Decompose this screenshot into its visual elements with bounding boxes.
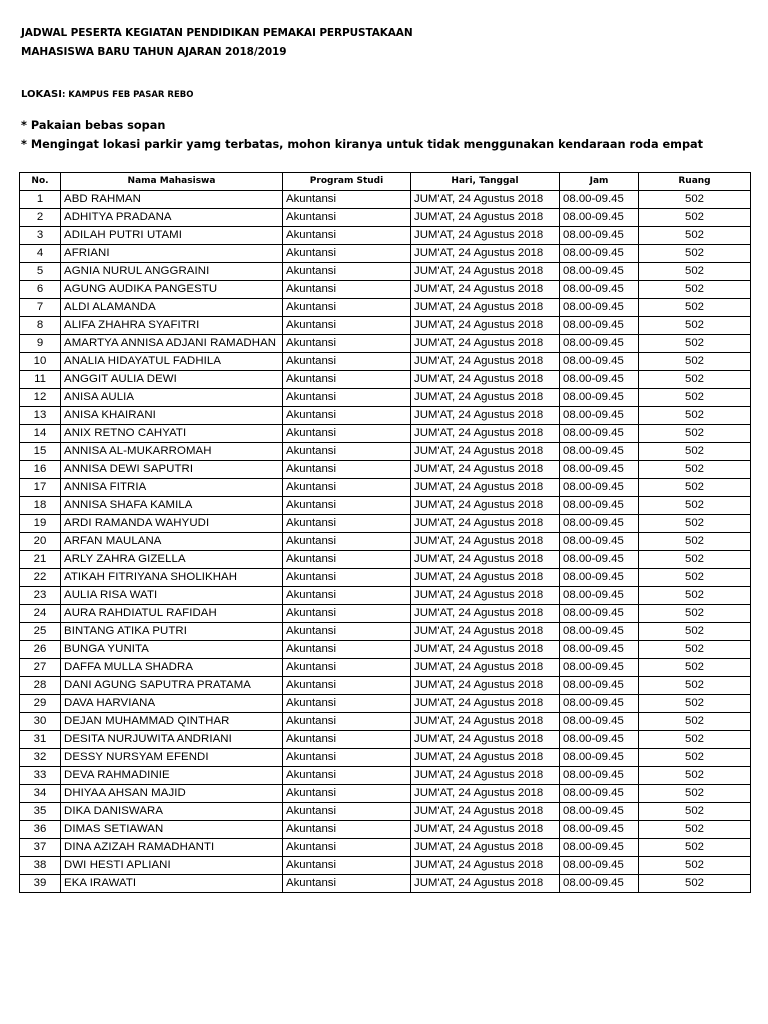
day-date-cell: JUM'AT, 24 Agustus 2018 [411, 299, 560, 317]
row-number-cell: 33 [20, 767, 61, 785]
row-number-cell: 7 [20, 299, 61, 317]
day-date-cell: JUM'AT, 24 Agustus 2018 [411, 677, 560, 695]
student-name-cell: AURA RAHDIATUL RAFIDAH [61, 605, 283, 623]
table-row [20, 587, 751, 605]
row-number-cell: 29 [20, 695, 61, 713]
row-number-cell: 21 [20, 551, 61, 569]
student-name-cell: EKA IRAWATI [61, 875, 283, 893]
study-program-cell: Akuntansi [283, 677, 411, 695]
student-name-cell: ARFAN MAULANA [61, 533, 283, 551]
room-cell: 502 [639, 335, 751, 353]
day-date-cell: JUM'AT, 24 Agustus 2018 [411, 191, 560, 209]
time-cell: 08.00-09.45 [560, 551, 639, 569]
student-name-cell: DIKA DANISWARA [61, 803, 283, 821]
time-cell: 08.00-09.45 [560, 425, 639, 443]
time-cell: 08.00-09.45 [560, 623, 639, 641]
table-row [20, 641, 751, 659]
time-cell: 08.00-09.45 [560, 299, 639, 317]
row-number-cell: 1 [20, 191, 61, 209]
study-program-cell: Akuntansi [283, 263, 411, 281]
table-header-row [20, 173, 751, 191]
table-row [20, 839, 751, 857]
table-row [20, 551, 751, 569]
room-cell: 502 [639, 263, 751, 281]
student-name-cell: ANALIA HIDAYATUL FADHILA [61, 353, 283, 371]
row-number-cell: 34 [20, 785, 61, 803]
study-program-cell: Akuntansi [283, 479, 411, 497]
day-date-cell: JUM'AT, 24 Agustus 2018 [411, 659, 560, 677]
student-name-cell: DESSY NURSYAM EFENDI [61, 749, 283, 767]
study-program-cell: Akuntansi [283, 695, 411, 713]
study-program-cell: Akuntansi [283, 857, 411, 875]
column-header-hari-tanggal: Hari, Tanggal [411, 173, 560, 191]
room-cell: 502 [639, 569, 751, 587]
student-name-cell: ABD RAHMAN [61, 191, 283, 209]
time-cell: 08.00-09.45 [560, 731, 639, 749]
room-cell: 502 [639, 497, 751, 515]
row-number-cell: 11 [20, 371, 61, 389]
student-name-cell: ADHITYA PRADANA [61, 209, 283, 227]
time-cell: 08.00-09.45 [560, 407, 639, 425]
day-date-cell: JUM'AT, 24 Agustus 2018 [411, 443, 560, 461]
day-date-cell: JUM'AT, 24 Agustus 2018 [411, 857, 560, 875]
student-name-cell: ANISA KHAIRANI [61, 407, 283, 425]
student-name-cell: AGNIA NURUL ANGGRAINI [61, 263, 283, 281]
row-number-cell: 9 [20, 335, 61, 353]
table-row [20, 227, 751, 245]
day-date-cell: JUM'AT, 24 Agustus 2018 [411, 371, 560, 389]
room-cell: 502 [639, 875, 751, 893]
row-number-cell: 28 [20, 677, 61, 695]
time-cell: 08.00-09.45 [560, 857, 639, 875]
study-program-cell: Akuntansi [283, 821, 411, 839]
time-cell: 08.00-09.45 [560, 839, 639, 857]
row-number-cell: 8 [20, 317, 61, 335]
student-name-cell: ALDI ALAMANDA [61, 299, 283, 317]
row-number-cell: 32 [20, 749, 61, 767]
study-program-cell: Akuntansi [283, 227, 411, 245]
time-cell: 08.00-09.45 [560, 497, 639, 515]
table-row [20, 425, 751, 443]
room-cell: 502 [639, 389, 751, 407]
table-row [20, 281, 751, 299]
table-row [20, 677, 751, 695]
column-header-jam: Jam [560, 173, 639, 191]
row-number-cell: 23 [20, 587, 61, 605]
student-name-cell: DESITA NURJUWITA ANDRIANI [61, 731, 283, 749]
room-cell: 502 [639, 407, 751, 425]
location-value: : KAMPUS FEB PASAR REBO [61, 90, 194, 100]
day-date-cell: JUM'AT, 24 Agustus 2018 [411, 551, 560, 569]
room-cell: 502 [639, 245, 751, 263]
room-cell: 502 [639, 677, 751, 695]
time-cell: 08.00-09.45 [560, 335, 639, 353]
study-program-cell: Akuntansi [283, 731, 411, 749]
table-row [20, 785, 751, 803]
time-cell: 08.00-09.45 [560, 191, 639, 209]
day-date-cell: JUM'AT, 24 Agustus 2018 [411, 497, 560, 515]
row-number-cell: 4 [20, 245, 61, 263]
room-cell: 502 [639, 749, 751, 767]
row-number-cell: 26 [20, 641, 61, 659]
time-cell: 08.00-09.45 [560, 515, 639, 533]
study-program-cell: Akuntansi [283, 785, 411, 803]
row-number-cell: 31 [20, 731, 61, 749]
table-row [20, 515, 751, 533]
study-program-cell: Akuntansi [283, 533, 411, 551]
row-number-cell: 6 [20, 281, 61, 299]
row-number-cell: 25 [20, 623, 61, 641]
room-cell: 502 [639, 209, 751, 227]
study-program-cell: Akuntansi [283, 767, 411, 785]
table-row [20, 731, 751, 749]
room-cell: 502 [639, 551, 751, 569]
day-date-cell: JUM'AT, 24 Agustus 2018 [411, 641, 560, 659]
column-header-nama-mahasiswa: Nama Mahasiswa [61, 173, 283, 191]
student-name-cell: ANGGIT AULIA DEWI [61, 371, 283, 389]
student-name-cell: DEJAN MUHAMMAD QINTHAR [61, 713, 283, 731]
time-cell: 08.00-09.45 [560, 677, 639, 695]
student-name-cell: ANISA AULIA [61, 389, 283, 407]
day-date-cell: JUM'AT, 24 Agustus 2018 [411, 875, 560, 893]
study-program-cell: Akuntansi [283, 299, 411, 317]
study-program-cell: Akuntansi [283, 641, 411, 659]
column-header-program-studi: Program Studi [283, 173, 411, 191]
time-cell: 08.00-09.45 [560, 785, 639, 803]
row-number-cell: 22 [20, 569, 61, 587]
study-program-cell: Akuntansi [283, 281, 411, 299]
student-name-cell: ANNISA SHAFA KAMILA [61, 497, 283, 515]
table-row [20, 407, 751, 425]
room-cell: 502 [639, 371, 751, 389]
student-name-cell: ANNISA FITRIA [61, 479, 283, 497]
day-date-cell: JUM'AT, 24 Agustus 2018 [411, 695, 560, 713]
table-row [20, 389, 751, 407]
day-date-cell: JUM'AT, 24 Agustus 2018 [411, 335, 560, 353]
day-date-cell: JUM'AT, 24 Agustus 2018 [411, 533, 560, 551]
day-date-cell: JUM'AT, 24 Agustus 2018 [411, 749, 560, 767]
time-cell: 08.00-09.45 [560, 749, 639, 767]
day-date-cell: JUM'AT, 24 Agustus 2018 [411, 317, 560, 335]
row-number-cell: 36 [20, 821, 61, 839]
student-name-cell: DANI AGUNG SAPUTRA PRATAMA [61, 677, 283, 695]
document-title-line-1: JADWAL PESERTA KEGIATAN PENDIDIKAN PEMAKAI PERPUSTAKAAN [21, 27, 413, 39]
row-number-cell: 14 [20, 425, 61, 443]
row-number-cell: 15 [20, 443, 61, 461]
room-cell: 502 [639, 191, 751, 209]
day-date-cell: JUM'AT, 24 Agustus 2018 [411, 209, 560, 227]
student-name-cell: ADILAH PUTRI UTAMI [61, 227, 283, 245]
room-cell: 502 [639, 353, 751, 371]
table-row [20, 713, 751, 731]
table-row [20, 659, 751, 677]
study-program-cell: Akuntansi [283, 317, 411, 335]
day-date-cell: JUM'AT, 24 Agustus 2018 [411, 263, 560, 281]
day-date-cell: JUM'AT, 24 Agustus 2018 [411, 623, 560, 641]
study-program-cell: Akuntansi [283, 497, 411, 515]
study-program-cell: Akuntansi [283, 623, 411, 641]
study-program-cell: Akuntansi [283, 443, 411, 461]
room-cell: 502 [639, 821, 751, 839]
location-label: LOKASI [21, 89, 62, 100]
student-name-cell: DAFFA MULLA SHADRA [61, 659, 283, 677]
time-cell: 08.00-09.45 [560, 461, 639, 479]
room-cell: 502 [639, 587, 751, 605]
study-program-cell: Akuntansi [283, 407, 411, 425]
table-row [20, 767, 751, 785]
student-name-cell: ANIX RETNO CAHYATI [61, 425, 283, 443]
table-row [20, 371, 751, 389]
row-number-cell: 5 [20, 263, 61, 281]
student-name-cell: ARDI RAMANDA WAHYUDI [61, 515, 283, 533]
day-date-cell: JUM'AT, 24 Agustus 2018 [411, 767, 560, 785]
room-cell: 502 [639, 479, 751, 497]
table-row [20, 695, 751, 713]
table-row [20, 821, 751, 839]
room-cell: 502 [639, 659, 751, 677]
student-name-cell: DAVA HARVIANA [61, 695, 283, 713]
row-number-cell: 2 [20, 209, 61, 227]
row-number-cell: 17 [20, 479, 61, 497]
room-cell: 502 [639, 281, 751, 299]
study-program-cell: Akuntansi [283, 353, 411, 371]
room-cell: 502 [639, 857, 751, 875]
document-title-line-2: MAHASISWA BARU TAHUN AJARAN 2018/2019 [21, 46, 287, 58]
row-number-cell: 20 [20, 533, 61, 551]
column-header-ruang: Ruang [639, 173, 751, 191]
table-row [20, 623, 751, 641]
note-parking: * Mengingat lokasi parkir yamg terbatas, mohon kiranya untuk tidak menggunakan kendaraan roda empat [21, 138, 704, 151]
table-row [20, 533, 751, 551]
row-number-cell: 18 [20, 497, 61, 515]
time-cell: 08.00-09.45 [560, 227, 639, 245]
time-cell: 08.00-09.45 [560, 371, 639, 389]
day-date-cell: JUM'AT, 24 Agustus 2018 [411, 227, 560, 245]
study-program-cell: Akuntansi [283, 461, 411, 479]
time-cell: 08.00-09.45 [560, 875, 639, 893]
student-name-cell: DINA AZIZAH RAMADHANTI [61, 839, 283, 857]
study-program-cell: Akuntansi [283, 749, 411, 767]
day-date-cell: JUM'AT, 24 Agustus 2018 [411, 353, 560, 371]
time-cell: 08.00-09.45 [560, 443, 639, 461]
table-row [20, 353, 751, 371]
row-number-cell: 13 [20, 407, 61, 425]
day-date-cell: JUM'AT, 24 Agustus 2018 [411, 713, 560, 731]
time-cell: 08.00-09.45 [560, 353, 639, 371]
room-cell: 502 [639, 785, 751, 803]
time-cell: 08.00-09.45 [560, 479, 639, 497]
row-number-cell: 38 [20, 857, 61, 875]
time-cell: 08.00-09.45 [560, 569, 639, 587]
student-name-cell: ANNISA AL-MUKARROMAH [61, 443, 283, 461]
table-row [20, 335, 751, 353]
room-cell: 502 [639, 731, 751, 749]
time-cell: 08.00-09.45 [560, 389, 639, 407]
time-cell: 08.00-09.45 [560, 605, 639, 623]
room-cell: 502 [639, 623, 751, 641]
day-date-cell: JUM'AT, 24 Agustus 2018 [411, 605, 560, 623]
room-cell: 502 [639, 443, 751, 461]
row-number-cell: 37 [20, 839, 61, 857]
room-cell: 502 [639, 317, 751, 335]
table-row [20, 875, 751, 893]
student-name-cell: AGUNG AUDIKA PANGESTU [61, 281, 283, 299]
student-name-cell: DIMAS SETIAWAN [61, 821, 283, 839]
room-cell: 502 [639, 299, 751, 317]
time-cell: 08.00-09.45 [560, 821, 639, 839]
row-number-cell: 30 [20, 713, 61, 731]
student-name-cell: DWI HESTI APLIANI [61, 857, 283, 875]
column-header-no: No. [20, 173, 61, 191]
room-cell: 502 [639, 839, 751, 857]
table-row [20, 209, 751, 227]
time-cell: 08.00-09.45 [560, 587, 639, 605]
student-name-cell: ARLY ZAHRA GIZELLA [61, 551, 283, 569]
schedule-table [19, 172, 751, 893]
study-program-cell: Akuntansi [283, 659, 411, 677]
room-cell: 502 [639, 227, 751, 245]
study-program-cell: Akuntansi [283, 713, 411, 731]
study-program-cell: Akuntansi [283, 209, 411, 227]
row-number-cell: 19 [20, 515, 61, 533]
study-program-cell: Akuntansi [283, 803, 411, 821]
table-row [20, 299, 751, 317]
time-cell: 08.00-09.45 [560, 245, 639, 263]
student-name-cell: ALIFA ZHAHRA SYAFITRI [61, 317, 283, 335]
day-date-cell: JUM'AT, 24 Agustus 2018 [411, 569, 560, 587]
study-program-cell: Akuntansi [283, 335, 411, 353]
table-row [20, 479, 751, 497]
time-cell: 08.00-09.45 [560, 659, 639, 677]
study-program-cell: Akuntansi [283, 191, 411, 209]
room-cell: 502 [639, 605, 751, 623]
row-number-cell: 24 [20, 605, 61, 623]
row-number-cell: 39 [20, 875, 61, 893]
student-name-cell: BUNGA YUNITA [61, 641, 283, 659]
table-row [20, 461, 751, 479]
day-date-cell: JUM'AT, 24 Agustus 2018 [411, 407, 560, 425]
study-program-cell: Akuntansi [283, 569, 411, 587]
note-dress-code: * Pakaian bebas sopan [21, 119, 166, 132]
study-program-cell: Akuntansi [283, 245, 411, 263]
room-cell: 502 [639, 641, 751, 659]
student-name-cell: AFRIANI [61, 245, 283, 263]
day-date-cell: JUM'AT, 24 Agustus 2018 [411, 425, 560, 443]
row-number-cell: 16 [20, 461, 61, 479]
study-program-cell: Akuntansi [283, 425, 411, 443]
time-cell: 08.00-09.45 [560, 263, 639, 281]
day-date-cell: JUM'AT, 24 Agustus 2018 [411, 245, 560, 263]
row-number-cell: 27 [20, 659, 61, 677]
row-number-cell: 3 [20, 227, 61, 245]
study-program-cell: Akuntansi [283, 605, 411, 623]
table-row [20, 317, 751, 335]
table-row [20, 191, 751, 209]
room-cell: 502 [639, 461, 751, 479]
study-program-cell: Akuntansi [283, 371, 411, 389]
table-row [20, 245, 751, 263]
room-cell: 502 [639, 425, 751, 443]
day-date-cell: JUM'AT, 24 Agustus 2018 [411, 479, 560, 497]
table-row [20, 497, 751, 515]
time-cell: 08.00-09.45 [560, 209, 639, 227]
room-cell: 502 [639, 695, 751, 713]
student-name-cell: BINTANG ATIKA PUTRI [61, 623, 283, 641]
study-program-cell: Akuntansi [283, 587, 411, 605]
row-number-cell: 35 [20, 803, 61, 821]
day-date-cell: JUM'AT, 24 Agustus 2018 [411, 821, 560, 839]
room-cell: 502 [639, 533, 751, 551]
student-name-cell: DEVA RAHMADINIE [61, 767, 283, 785]
study-program-cell: Akuntansi [283, 389, 411, 407]
row-number-cell: 10 [20, 353, 61, 371]
row-number-cell: 12 [20, 389, 61, 407]
table-row [20, 263, 751, 281]
time-cell: 08.00-09.45 [560, 317, 639, 335]
study-program-cell: Akuntansi [283, 839, 411, 857]
day-date-cell: JUM'AT, 24 Agustus 2018 [411, 461, 560, 479]
table-row [20, 803, 751, 821]
time-cell: 08.00-09.45 [560, 281, 639, 299]
room-cell: 502 [639, 767, 751, 785]
table-row [20, 605, 751, 623]
student-name-cell: ANNISA DEWI SAPUTRI [61, 461, 283, 479]
room-cell: 502 [639, 515, 751, 533]
student-name-cell: ATIKAH FITRIYANA SHOLIKHAH [61, 569, 283, 587]
student-name-cell: DHIYAA AHSAN MAJID [61, 785, 283, 803]
room-cell: 502 [639, 713, 751, 731]
table-row [20, 749, 751, 767]
table-row [20, 443, 751, 461]
day-date-cell: JUM'AT, 24 Agustus 2018 [411, 839, 560, 857]
day-date-cell: JUM'AT, 24 Agustus 2018 [411, 785, 560, 803]
day-date-cell: JUM'AT, 24 Agustus 2018 [411, 389, 560, 407]
table-row [20, 569, 751, 587]
time-cell: 08.00-09.45 [560, 713, 639, 731]
time-cell: 08.00-09.45 [560, 641, 639, 659]
day-date-cell: JUM'AT, 24 Agustus 2018 [411, 515, 560, 533]
time-cell: 08.00-09.45 [560, 767, 639, 785]
day-date-cell: JUM'AT, 24 Agustus 2018 [411, 281, 560, 299]
location-line [21, 82, 193, 101]
day-date-cell: JUM'AT, 24 Agustus 2018 [411, 587, 560, 605]
study-program-cell: Akuntansi [283, 515, 411, 533]
time-cell: 08.00-09.45 [560, 695, 639, 713]
study-program-cell: Akuntansi [283, 551, 411, 569]
student-name-cell: AULIA RISA WATI [61, 587, 283, 605]
study-program-cell: Akuntansi [283, 875, 411, 893]
day-date-cell: JUM'AT, 24 Agustus 2018 [411, 731, 560, 749]
day-date-cell: JUM'AT, 24 Agustus 2018 [411, 803, 560, 821]
table-row [20, 857, 751, 875]
time-cell: 08.00-09.45 [560, 803, 639, 821]
time-cell: 08.00-09.45 [560, 533, 639, 551]
room-cell: 502 [639, 803, 751, 821]
student-name-cell: AMARTYA ANNISA ADJANI RAMADHAN [61, 335, 283, 353]
